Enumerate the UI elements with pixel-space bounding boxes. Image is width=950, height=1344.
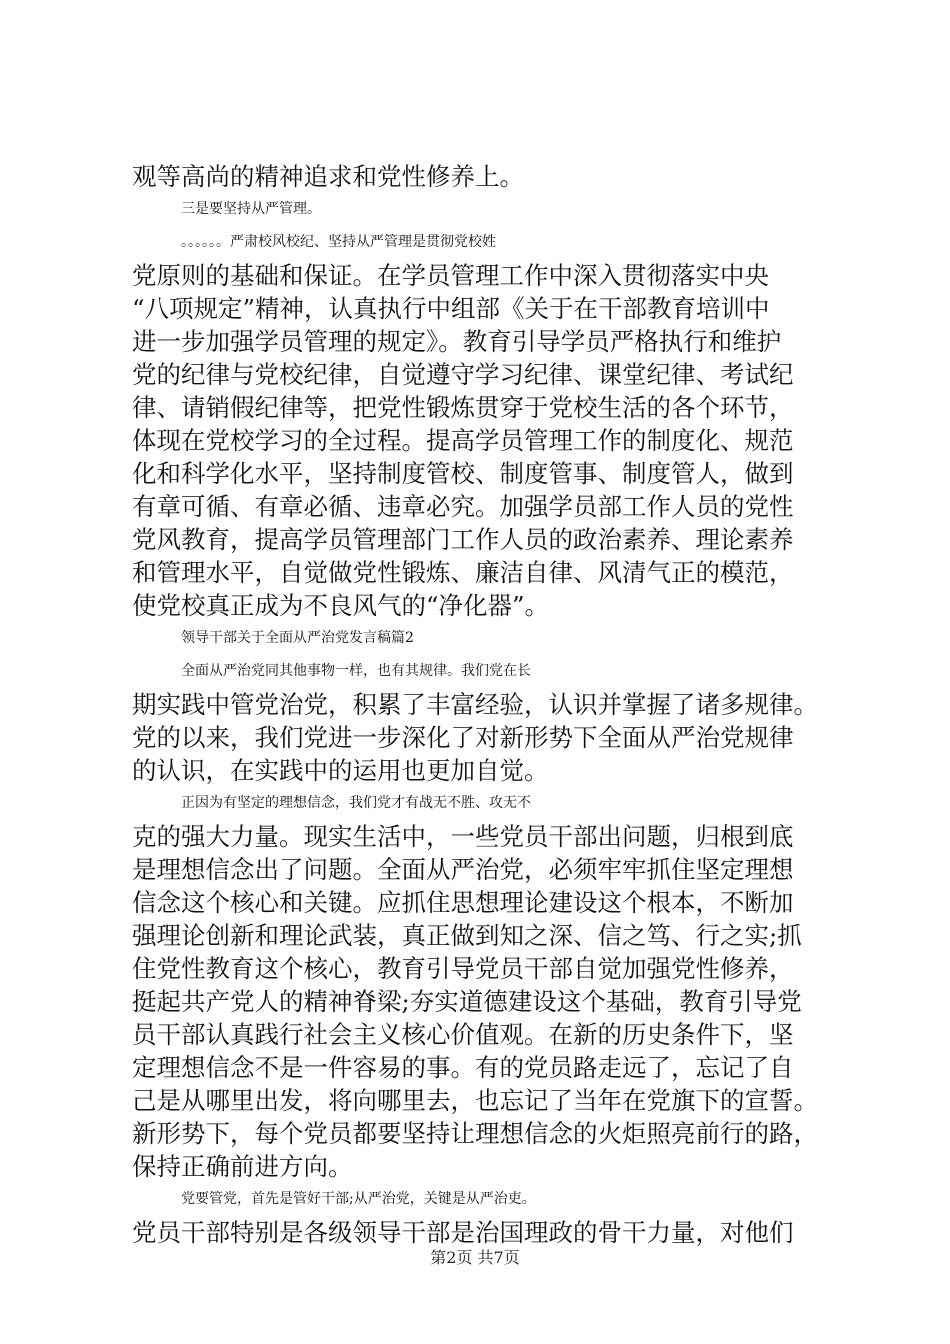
text-line: 进一步加强学员管理的规定》。教育引导学员严格执行和维护 bbox=[132, 327, 782, 356]
text-line: 三是要坚持从严管理。 bbox=[181, 201, 321, 217]
text-line: 党的纪律与党校纪律，自觉遵守学习纪律、课堂纪律、考试纪 bbox=[132, 360, 794, 389]
text-line: 己是从哪里出发，将向哪里去，也忘记了当年在党旗下的宣誓。 bbox=[132, 1086, 818, 1115]
text-line: 使党校真正成为不良风气的“净化器”。 bbox=[132, 591, 550, 620]
text-line: 住党性教育这个核心，教育引导党员干部自觉加强党性修养， bbox=[132, 954, 794, 983]
text-line: 期实践中管党治党，积累了丰富经验，认识并掌握了诸多规律。 bbox=[132, 690, 818, 719]
text-line: “八项规定”精神，认真执行中组部《关于在干部教育培训中 bbox=[132, 294, 770, 323]
page-footer: 第2页 共7页 bbox=[430, 1248, 520, 1267]
text-line: 是理想信念出了问题。全面从严治党，必须牢牢抓住坚定理想 bbox=[132, 855, 794, 884]
text-line: 党的以来，我们党进一步深化了对新形势下全面从严治党规律 bbox=[132, 723, 794, 752]
text-line: 的认识，在实践中的运用也更加自觉。 bbox=[132, 756, 549, 785]
text-line: 党原则的基础和保证。在学员管理工作中深入贯彻落实中央 bbox=[132, 261, 769, 290]
text-line: 员干部认真践行社会主义核心价值观。在新的历史条件下，坚 bbox=[132, 1020, 794, 1049]
text-line: 正因为有坚定的理想信念，我们党才有战无不胜、攻无不 bbox=[181, 795, 531, 811]
text-line: 挺起共产党人的精神脊梁;夯实道德建设这个基础，教育引导党 bbox=[132, 987, 802, 1016]
document-body bbox=[132, 160, 852, 1249]
text-line: 化和科学化水平，坚持制度管校、制度管事、制度管人，做到 bbox=[132, 459, 794, 488]
text-line: 全面从严治党同其他事物一样，也有其规律。我们党在长 bbox=[181, 663, 531, 679]
text-line: 和管理水平，自觉做党性锻炼、廉洁自律、风清气正的模范， bbox=[132, 558, 794, 587]
text-line: 党要管党，首先是管好干部;从严治党，关键是从严治吏。 bbox=[181, 1191, 536, 1207]
text-line: 有章可循、有章必循、违章必究。加强学员部工作人员的党性 bbox=[132, 492, 794, 521]
text-line: 新形势下，每个党员都要坚持让理想信念的火炬照亮前行的路， bbox=[132, 1119, 818, 1148]
text-line: 党风教育，提高学员管理部门工作人员的政治素养、理论素养 bbox=[132, 525, 794, 554]
text-line: 。。。。。。严肃校风校纪、坚持从严管理是贯彻党校姓 bbox=[181, 234, 496, 250]
text-line: 克的强大力量。现实生活中，一些党员干部出问题，归根到底 bbox=[132, 822, 794, 851]
text-line: 保持正确前进方向。 bbox=[132, 1152, 353, 1181]
text-line: 律、请销假纪律等，把党性锻炼贯穿于党校生活的各个环节， bbox=[132, 393, 794, 422]
text-line: 体现在党校学习的全过程。提高学员管理工作的制度化、规范 bbox=[132, 426, 794, 455]
text-line: 领导干部关于全面从严治党发言稿篇2 bbox=[181, 630, 414, 646]
text-line: 信念这个核心和关键。应抓住思想理论建设这个根本，不断加 bbox=[132, 888, 794, 917]
text-line: 定理想信念不是一件容易的事。有的党员路走远了，忘记了自 bbox=[132, 1053, 794, 1082]
text-line: 党员干部特别是各级领导干部是治国理政的骨干力量，对他们 bbox=[132, 1218, 794, 1247]
text-line: 观等高尚的精神追求和党性修养上。 bbox=[132, 162, 524, 191]
text-line: 强理论创新和理论武装，真正做到知之深、信之笃、行之实;抓 bbox=[132, 921, 802, 950]
